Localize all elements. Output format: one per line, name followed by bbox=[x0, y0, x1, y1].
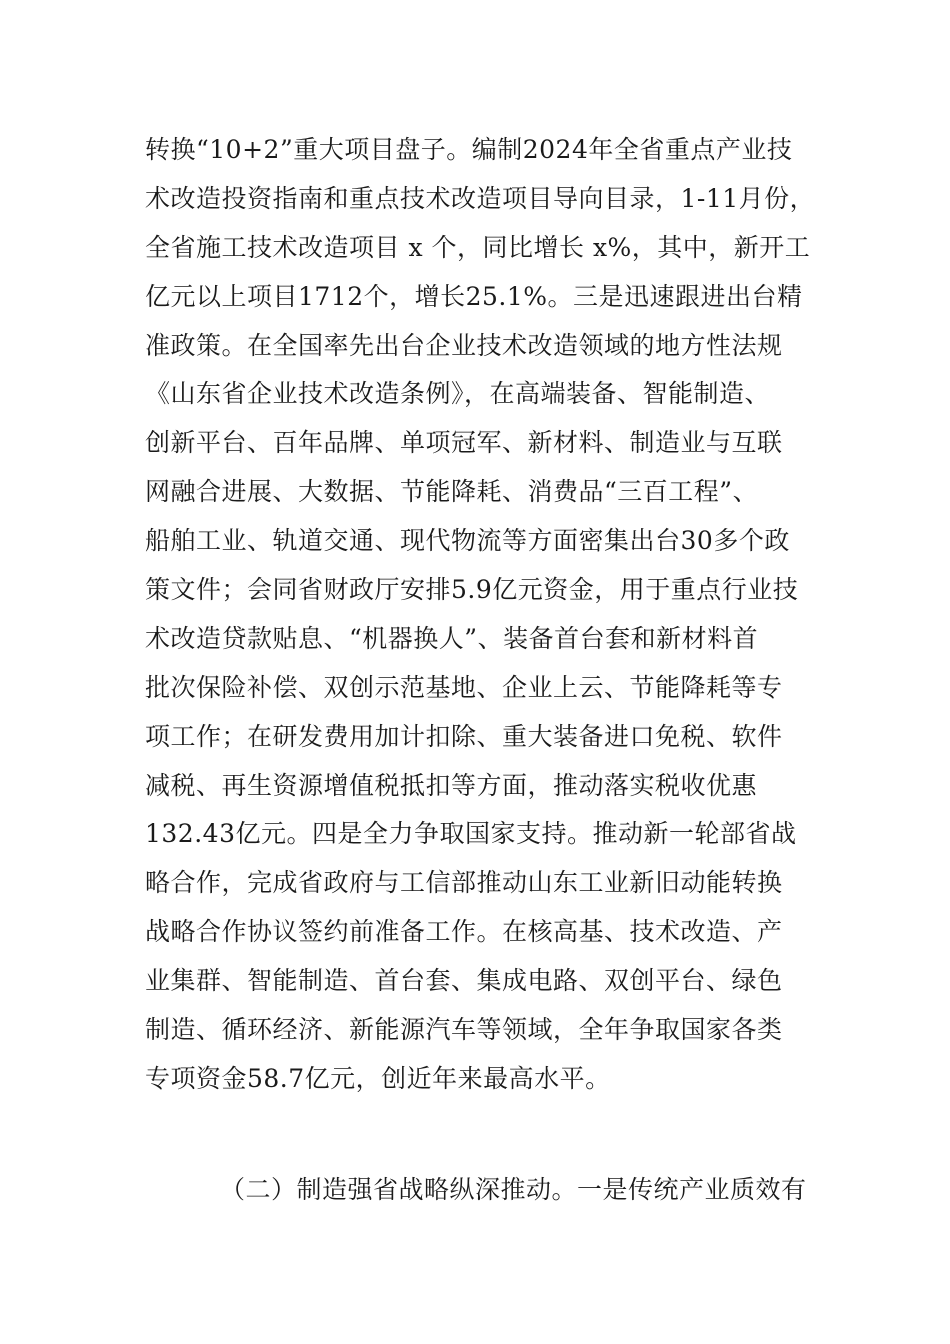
paragraph-line: 项工作；在研发费用加计扣除、重大装备进口免税、软件 bbox=[145, 721, 783, 751]
paragraph-line: 专项资金58.7亿元，创近年来最高水平。 bbox=[145, 1063, 611, 1093]
body-paragraph bbox=[145, 126, 815, 1104]
paragraph-line: 亿元以上项目1712个，增长25.1%。三是迅速跟进出台精 bbox=[145, 281, 803, 311]
paragraph-line: 术改造投资指南和重点技术改造项目导向目录，1-11月份， bbox=[145, 183, 816, 213]
paragraph-line: 策文件；会同省财政厅安排5.9亿元资金，用于重点行业技 bbox=[145, 575, 799, 605]
paragraph-line: 减税、再生资源增值税抵扣等方面，推动落实税收优惠 bbox=[145, 770, 758, 800]
paragraph-line: 准政策。在全国率先出台企业技术改造领域的地方性法规 bbox=[145, 330, 783, 360]
paragraph-line: 批次保险补偿、双创示范基地、企业上云、节能降耗等专 bbox=[145, 672, 783, 702]
paragraph-line: 创新平台、百年品牌、单项冠军、新材料、制造业与互联 bbox=[145, 428, 783, 458]
paragraph-line: 《山东省企业技术改造条例》，在高端装备、智能制造、 bbox=[145, 379, 771, 409]
paragraph-line: 略合作，完成省政府与工信部推动山东工业新旧动能转换 bbox=[145, 868, 783, 898]
paragraph-line: 战略合作协议签约前准备工作。在核高基、技术改造、产 bbox=[145, 917, 783, 947]
paragraph-line: 132.43亿元。四是全力争取国家支持。推动新一轮部省战 bbox=[145, 819, 797, 849]
paragraph-line: 全省施工技术改造项目 x 个，同比增长 x%，其中，新开工 bbox=[145, 232, 811, 262]
section-heading-line: （二）制造强省战略纵深推动。一是传统产业质效有 bbox=[220, 1175, 807, 1204]
paragraph-line: 转换“10+2”重大项目盘子。编制2024年全省重点产业技 bbox=[145, 135, 793, 164]
paragraph-line: 船舶工业、轨道交通、现代物流等方面密集出台30多个政 bbox=[145, 526, 790, 556]
paragraph-line: 制造、循环经济、新能源汽车等领域，全年争取国家各类 bbox=[145, 1015, 783, 1045]
paragraph-line: 网融合进展、大数据、节能降耗、消费品“三百工程”、 bbox=[145, 477, 759, 507]
section-heading-paragraph bbox=[145, 1166, 815, 1215]
paragraph-line: 术改造贷款贴息、“机器换人”、装备首台套和新材料首 bbox=[145, 623, 759, 653]
paragraph-line: 业集群、智能制造、首台套、集成电路、双创平台、绿色 bbox=[145, 966, 783, 996]
